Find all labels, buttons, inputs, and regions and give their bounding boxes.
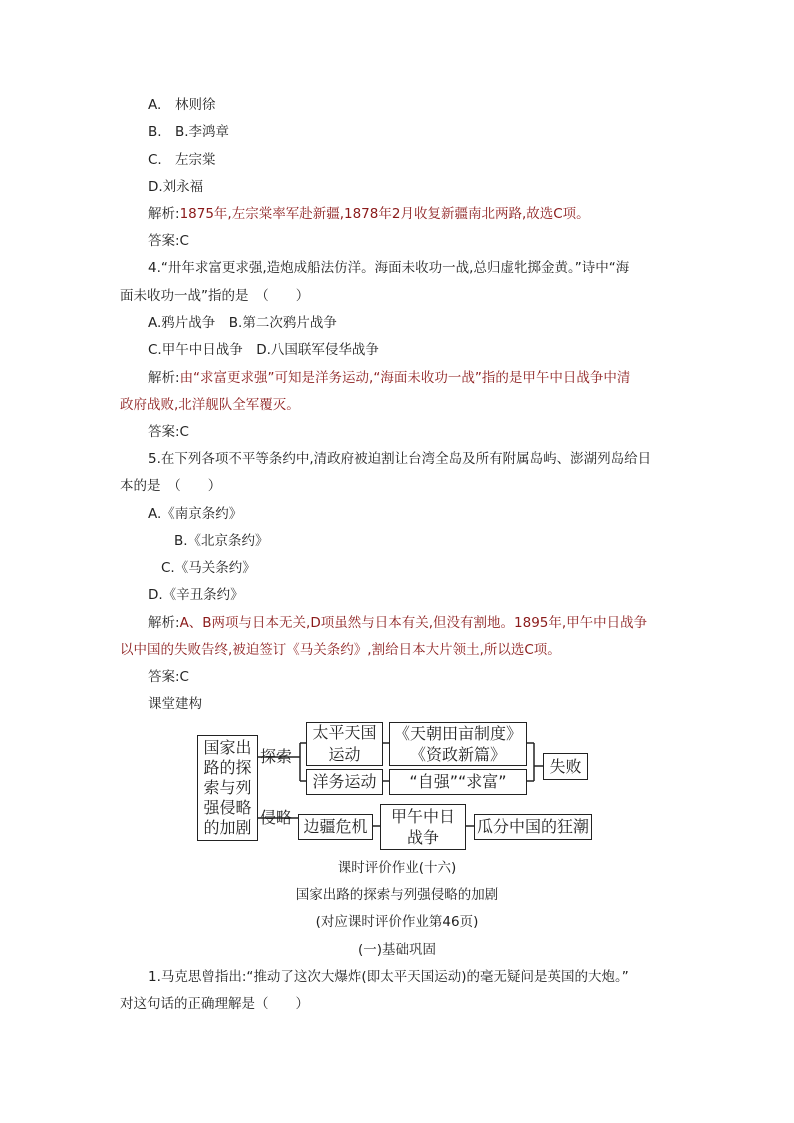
failure-label: 失败 bbox=[549, 756, 582, 776]
q5-stem-line1: 5.在下列各项不平等条约中,清政府被迫割让台湾全岛及所有附属岛屿、澎湖列岛给日 bbox=[148, 451, 652, 467]
war-label: 甲午中日战争 bbox=[390, 807, 455, 847]
homework-q1-line2: 对这句话的正确理解是（ ） bbox=[120, 996, 309, 1012]
q5-option-d: D.《辛丑条约》 bbox=[148, 587, 244, 603]
taiping-docs-box bbox=[389, 722, 527, 766]
q3-option-b-text: B.李鸿章 bbox=[175, 124, 230, 140]
q4-options-cd: C.甲午中日战争 D.八国联军侵华战争 bbox=[148, 342, 379, 358]
root-label: 国家出路的探索与列强侵略的加剧 bbox=[203, 738, 252, 837]
partition-label: 瓜分中国的狂潮 bbox=[476, 817, 589, 836]
war-box bbox=[380, 804, 466, 850]
homework-subtitle: 国家出路的探索与列强侵略的加剧 bbox=[295, 887, 499, 903]
homework-q1-line1: 1.马克思曾指出:“推动了这次大爆炸(即太平天国运动)的毫无疑问是英国的大炮。” bbox=[148, 969, 629, 985]
taiping-label: 太平天国运动 bbox=[312, 723, 377, 764]
q4-answer: 答案:C bbox=[148, 424, 189, 440]
border-crisis-label: 边疆危机 bbox=[303, 817, 368, 836]
root-box bbox=[197, 735, 258, 841]
q5-option-c: C.《马关条约》 bbox=[161, 560, 256, 576]
q3-analysis-text: 1875年,左宗棠率军赴新疆,1878年2月收复新疆南北两路,故选C项。 bbox=[179, 206, 590, 222]
yangwu-goal-label: “自强”“求富” bbox=[409, 772, 507, 791]
q3-option-c-letter: C. bbox=[148, 152, 162, 168]
q5-option-b: B.《北京条约》 bbox=[174, 533, 269, 549]
q4-stem-line2: 面未收功一战”指的是 （ ） bbox=[120, 288, 310, 304]
q5-analysis-label: 解析: bbox=[148, 615, 180, 631]
partition-box bbox=[474, 814, 592, 840]
taiping-box bbox=[306, 722, 383, 766]
q3-option-b-letter: B. bbox=[148, 124, 162, 140]
yangwu-label: 洋务运动 bbox=[312, 772, 377, 791]
invade-label: 侵略 bbox=[260, 808, 293, 827]
q3-option-c-text: 左宗棠 bbox=[175, 152, 216, 168]
homework-page-ref: (对应课时评价作业第46页) bbox=[315, 914, 479, 930]
q4-stem-line1: 4.“卅年求富更求强,造炮成船法仿洋。海面未收功一战,总归虚牝掷金黄。”诗中“海 bbox=[148, 260, 630, 276]
yangwu-box bbox=[306, 769, 383, 795]
q3-option-d: D.刘永福 bbox=[148, 179, 204, 195]
q4-analysis-label: 解析: bbox=[148, 370, 180, 386]
q5-analysis-text1: A、B两项与日本无关,D项虽然与日本有关,但没有割地。1895年,甲午中日战争 bbox=[179, 615, 648, 631]
q4-options-ab: A.鸦片战争 B.第二次鸦片战争 bbox=[148, 315, 337, 331]
structure-title: 课堂建构 bbox=[148, 696, 202, 712]
q5-stem-line2: 本的是 （ ） bbox=[120, 478, 222, 494]
q3-analysis-label: 解析: bbox=[148, 206, 180, 222]
q3-option-a-letter: A. bbox=[148, 97, 162, 113]
q5-answer: 答案:C bbox=[148, 669, 189, 685]
q4-analysis-text1: 由“求富更求强”可知是洋务运动,“海面未收功一战”指的是甲午中日战争中清 bbox=[179, 370, 631, 386]
taiping-doc-2: 《资政新篇》 bbox=[409, 745, 506, 764]
homework-section: (一)基础巩固 bbox=[357, 942, 437, 958]
explore-label: 探索 bbox=[260, 747, 293, 766]
failure-box bbox=[543, 753, 588, 780]
taiping-doc-1: 《天朝田亩制度》 bbox=[393, 724, 522, 743]
q5-analysis-line2: 以中国的失败告终,被迫签订《马关条约》,割给日本大片领土,所以选C项。 bbox=[120, 642, 561, 658]
q4-analysis-line2: 政府战败,北洋舰队全军覆灭。 bbox=[120, 397, 300, 413]
q5-option-a: A.《南京条约》 bbox=[148, 506, 243, 522]
homework-title: 课时评价作业(十六) bbox=[337, 860, 457, 876]
q3-option-a-text: 林则徐 bbox=[175, 97, 216, 113]
q3-answer: 答案:C bbox=[148, 233, 189, 249]
border-crisis-box bbox=[298, 814, 373, 840]
yangwu-goal-box bbox=[389, 769, 527, 795]
